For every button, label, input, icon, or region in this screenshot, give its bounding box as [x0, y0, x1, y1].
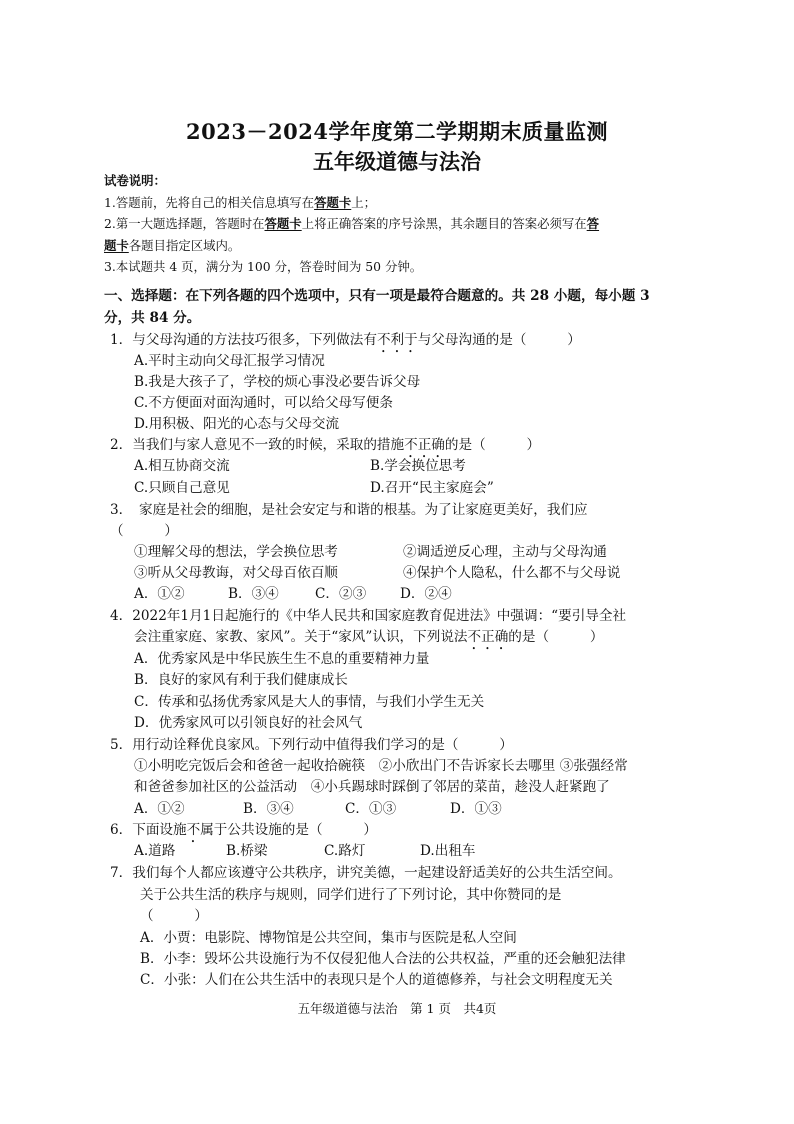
- question-5-stem: 5．用行动诠释优良家风。下列行动中值得我们学习的是（ ）: [110, 737, 513, 753]
- answer-card-term: 题卡: [104, 238, 129, 253]
- q7-option-a: A．小贾：电影院、博物馆是公共空间，集市与医院是私人空间: [140, 930, 517, 946]
- instructions-heading: 试卷说明：: [104, 173, 166, 188]
- page-title: 2023－2024学年度第二学期期末质量监测: [186, 119, 608, 144]
- q5-option-b: B．③④: [243, 801, 294, 817]
- page-subtitle: 五年级道德与法治: [313, 149, 481, 174]
- instruction-2-mid: 上将正确答案的序号涂黑，其余题目的答案必须写在: [301, 216, 587, 231]
- q2-stem-post: 的是（ ）: [444, 437, 541, 453]
- instruction-2-post: 各题目指定区域内。: [128, 238, 241, 253]
- q2-emphasis: 不正确: [404, 437, 445, 453]
- instruction-2: [104, 215, 599, 233]
- q3-answer-blank: （ ）: [110, 523, 178, 539]
- q4-stem-post: 的是（ ）: [508, 629, 604, 645]
- q7-answer-blank: （ ）: [140, 908, 208, 924]
- section-heading: 一、选择题：在下列各题的四个选项中，只有一项是最符合题意的。共 28 小题，每小题 3: [104, 288, 650, 304]
- q4-stem-pre: 会注重家庭、家教、家风”。关于“家风”认识，下列说法: [134, 629, 468, 645]
- q3-option-c: C．②③: [315, 586, 367, 602]
- q3-statement-3: ③听从父母教诲，对父母百依百顺: [134, 565, 338, 581]
- answer-card-term: 答: [586, 216, 600, 231]
- q2-option-b: B.学会换位思考: [370, 458, 466, 474]
- q4-emphasis: 不正确: [467, 629, 509, 645]
- q1-option-d: D.用积极、阳光的心态与父母交流: [134, 416, 340, 432]
- q6-option-b: B.桥梁: [226, 843, 268, 859]
- q1-option-a: A.平时主动向父母汇报学习情况: [134, 353, 325, 369]
- q6-stem-pre: 6．下面设施: [110, 822, 187, 838]
- q6-emphasis: 不: [186, 822, 201, 838]
- q6-option-a: A.道路: [134, 843, 176, 859]
- q3-statement-2: ②调适逆反心理，主动与父母沟通: [403, 544, 607, 560]
- q6-option-d: D.出租车: [420, 843, 476, 859]
- q3-option-b: B．③④: [228, 586, 279, 602]
- q2-option-c: C.只顾自己意见: [134, 480, 230, 496]
- section-heading-cont: 分，共 84 分。: [104, 310, 201, 326]
- q2-option-a: A.相互协商交流: [134, 458, 230, 474]
- instruction-1-pre: 1.答题前，先将自己的相关信息填写在: [104, 195, 315, 210]
- q2-stem-pre: 2．当我们与家人意见不一致的时候，采取的措施: [110, 437, 405, 453]
- q7-option-c: C．小张：人们在公共生活中的表现只是个人的道德修养，与社会文明程度无关: [140, 972, 613, 988]
- q4-option-d: D．优秀家风可以引领良好的社会风气: [134, 715, 363, 731]
- q3-statement-1: ①理解父母的想法，学会换位思考: [134, 544, 338, 560]
- instruction-1-post: 上；: [351, 195, 377, 210]
- q6-option-c: C.路灯: [324, 843, 366, 859]
- question-7-stem-cont: 关于公共生活的秩序与规则，同学们进行了下列讨论，其中你赞同的是: [140, 887, 562, 903]
- q5-statements-line-2: 和爸爸参加社区的公益活动 ④小兵踢球时踩倒了邻居的菜苗，趁没人赶紧跑了: [134, 779, 610, 795]
- answer-card-term: 答题卡: [314, 195, 352, 210]
- q1-option-c: C.不方便面对面沟通时，可以给父母写便条: [134, 395, 393, 411]
- instruction-3: 3.本试题共 4 页，满分为 100 分，答卷时间为 50 分钟。: [104, 259, 423, 274]
- q4-option-b: B．良好的家风有利于我们健康成长: [134, 672, 348, 688]
- q2-option-d: D.召开“民主家庭会”: [370, 480, 494, 496]
- q3-option-d: D．②④: [400, 586, 452, 602]
- question-3-stem: 3． 家庭是社会的细胞，是社会安定与和谐的根基。为了让家庭更美好，我们应: [110, 502, 588, 518]
- q4-option-c: C．传承和弘扬优秀家风是大人的事情，与我们小学生无关: [134, 694, 485, 710]
- instruction-1: [104, 194, 376, 212]
- q5-option-a: A．①②: [134, 801, 185, 817]
- q3-option-a: A．①②: [134, 586, 185, 602]
- q6-stem-post: 属于公共设施的是（ ）: [200, 822, 377, 838]
- question-7-stem: 7．我们每个人都应该遵守公共秩序，讲究美德，一起建设舒适美好的公共生活空间。: [110, 865, 622, 881]
- q4-option-a: A．优秀家风是中华民族生生不息的重要精神力量: [134, 651, 430, 667]
- q5-option-c: C．①③: [345, 801, 397, 817]
- page-footer: 五年级道德与法治 第 1 页 共4页: [297, 1001, 497, 1016]
- q1-stem-pre: 1．与父母沟通的方法技巧很多，下列做法有: [110, 332, 377, 348]
- q1-emphasis: 不利于: [376, 332, 418, 348]
- question-4-stem: 4．2022年1月1日起施行的《中华人民共和国家庭教育促进法》中强调：“要引导全社: [110, 608, 627, 624]
- q7-option-b: B．小李：毁坏公共设施行为不仅侵犯他人合法的公共权益，严重的还会触犯法律: [140, 951, 626, 967]
- answer-card-term: 答题卡: [264, 216, 302, 231]
- q5-option-d: D．①③: [450, 801, 502, 817]
- q1-option-b: B.我是大孩子了，学校的烦心事没必要告诉父母: [134, 374, 421, 390]
- q1-stem-post: 与父母沟通的是（ ）: [417, 332, 581, 348]
- q5-statements-line-1: ①小明吃完饭后会和爸爸一起收拾碗筷 ②小欣出门不告诉家长去哪里 ③张强经常: [134, 758, 628, 774]
- instruction-2-pre: 2.第一大题选择题，答题时在: [104, 216, 265, 231]
- instruction-2-cont: [104, 237, 240, 255]
- q3-statement-4: ④保护个人隐私，什么都不与父母说: [403, 565, 621, 581]
